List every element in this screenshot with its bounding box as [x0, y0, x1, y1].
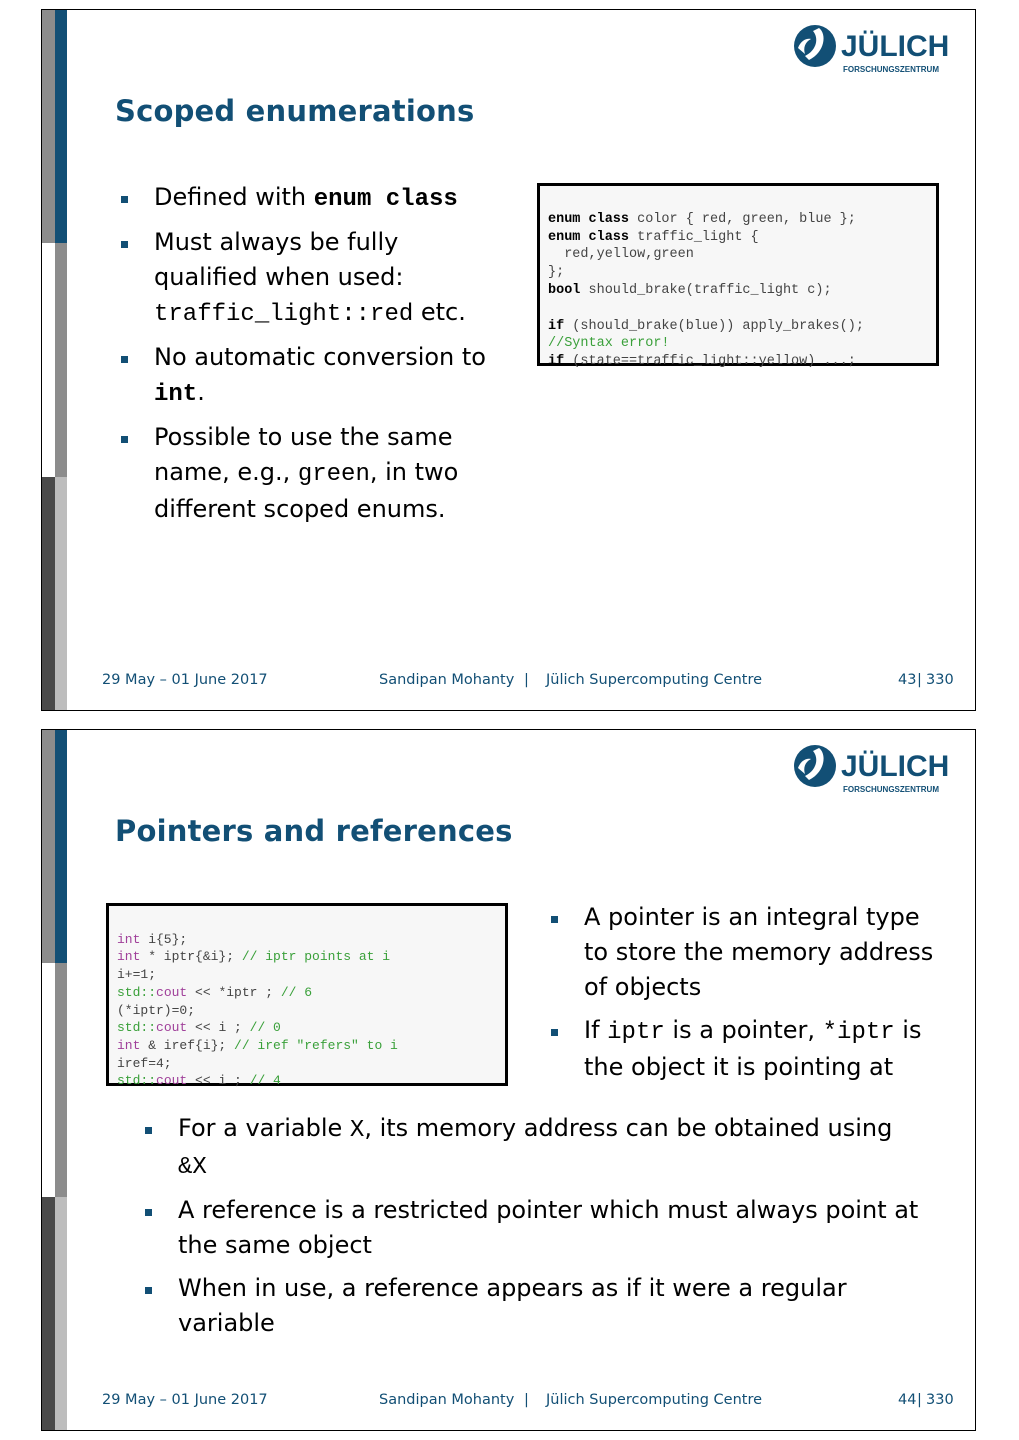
bullet-item: If iptr is a pointer, *iptr is the object it is pointing at — [549, 1013, 949, 1085]
bullet-item: Must always be fully qualified when used: traffic_light::red etc. — [119, 225, 509, 332]
footer-author: Sandipan Mohanty — [379, 672, 515, 688]
footer-separator: | — [917, 672, 922, 688]
bullet-item: Defined with enum class — [119, 180, 509, 217]
bullet-item: No automatic conversion to int. — [119, 340, 509, 412]
footer-page: 43 — [898, 672, 917, 688]
code-block: int i{5}; int * iptr{&i}; // iptr points at i i+=1; std::cout << *iptr ; // 6 (*iptr)=0; std::cout << i ; // 0 int & iref{i}; // iref "refers" to i iref=4; std::cout << i ; // 4 — [106, 903, 508, 1086]
bullet-item: For a variable X, its memory address can be obtained using &X — [143, 1111, 923, 1185]
footer-total: 330 — [926, 672, 954, 688]
footer-centre: Jülich Supercomputing Centre — [546, 1392, 763, 1408]
bullet-item: A reference is a restricted pointer which must always point at the same object — [143, 1193, 923, 1263]
code-block: enum class color { red, green, blue }; enum class traffic_light { red,yellow,green }; bool should_brake(traffic_light c); if (should_brake(blue)) apply_brakes(); //Syntax error! if (state==traffic_light::yellow) ...; — [537, 183, 939, 366]
slide-44 — [41, 729, 976, 1431]
julich-logo-icon — [793, 742, 951, 796]
footer-separator: | — [917, 1392, 922, 1408]
footer-separator: | — [524, 672, 529, 688]
bullet-list — [119, 180, 509, 535]
footer-centre: Jülich Supercomputing Centre — [546, 672, 763, 688]
slide-43 — [41, 9, 976, 711]
footer-total: 330 — [926, 1392, 954, 1408]
svg-text:FORSCHUNGSZENTRUM: FORSCHUNGSZENTRUM — [843, 785, 939, 794]
footer-author: Sandipan Mohanty — [379, 1392, 515, 1408]
bullet-item: Possible to use the same name, e.g., green, in two different scoped enums. — [119, 420, 509, 527]
footer-separator: | — [524, 1392, 529, 1408]
svg-text:FORSCHUNGSZENTRUM: FORSCHUNGSZENTRUM — [843, 65, 939, 74]
footer-page: 44 — [898, 1392, 917, 1408]
bullet-item: When in use, a reference appears as if it were a regular variable — [143, 1271, 923, 1341]
bullet-list-right — [549, 900, 949, 1093]
bullet-item: A pointer is an integral type to store the memory address of objects — [549, 900, 949, 1005]
footer-date: 29 May – 01 June 2017 — [102, 1392, 268, 1408]
side-bar — [42, 10, 67, 710]
julich-logo — [793, 742, 951, 796]
bullet-list-bottom — [143, 1111, 923, 1349]
svg-text:JÜLICH: JÜLICH — [841, 750, 950, 783]
svg-text:JÜLICH: JÜLICH — [841, 30, 950, 63]
footer-date: 29 May – 01 June 2017 — [102, 672, 268, 688]
julich-logo — [793, 22, 951, 76]
slide-title: Scoped enumerations — [115, 94, 475, 128]
side-bar — [42, 730, 67, 1430]
slide-title: Pointers and references — [115, 814, 513, 848]
julich-logo-icon — [793, 22, 951, 76]
